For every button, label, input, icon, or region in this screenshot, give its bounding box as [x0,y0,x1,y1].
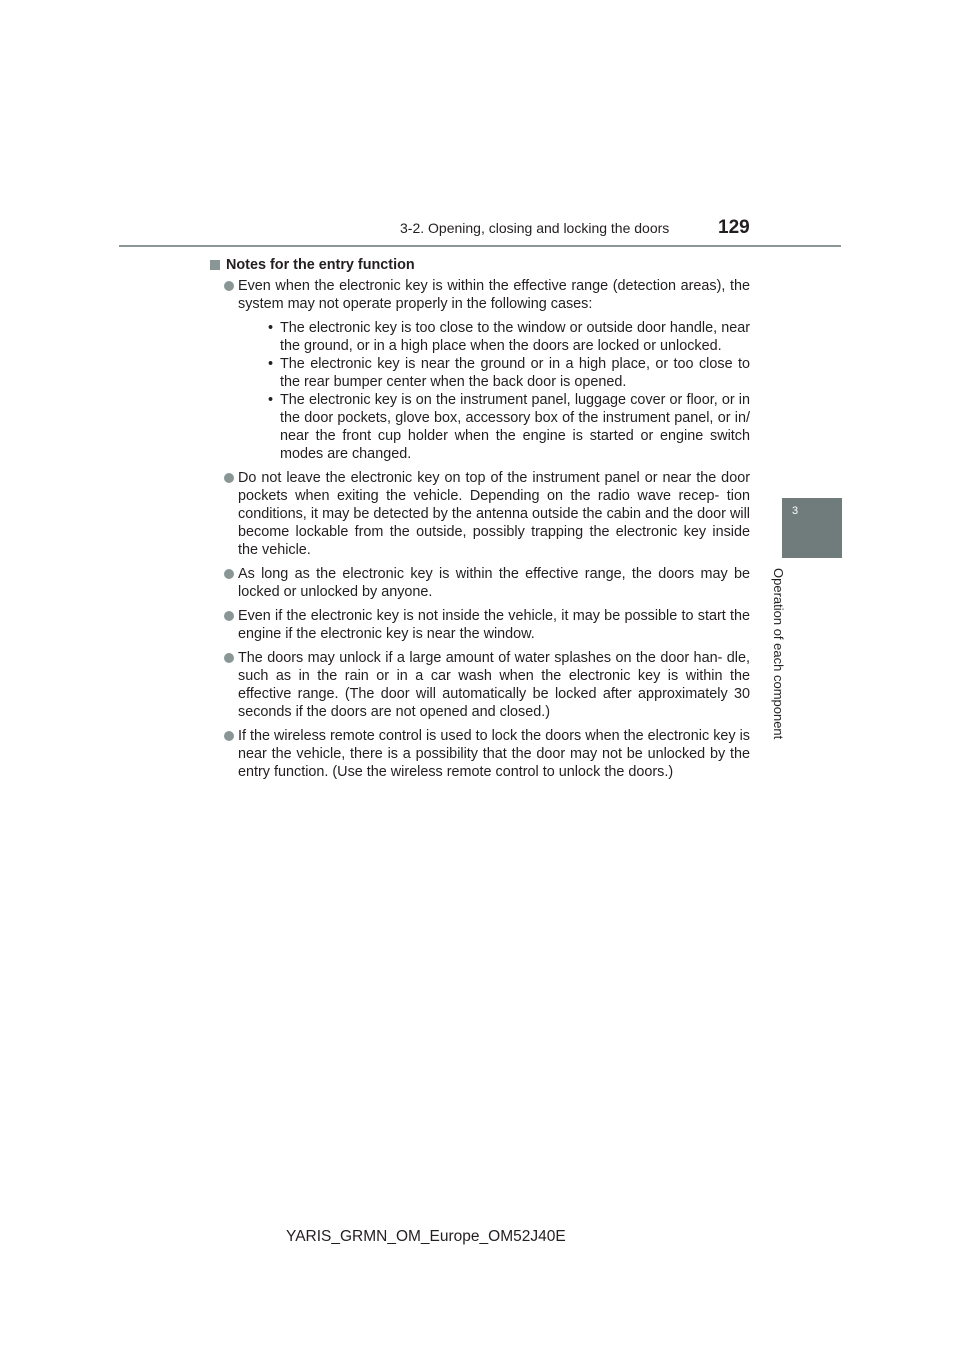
list-item-text: The doors may unlock if a large amount of water splashes on the door han- dle, such as in the rain or in a car wash when the electronic key is within the effective range. (The door will automatically be locked after approximately 30 seconds if the doors are not opened and closed.) [238,650,750,720]
circle-bullet-icon [224,653,234,663]
list-item [210,277,750,463]
chapter-tab-number: 3 [792,505,799,517]
circle-bullet-icon [224,473,234,483]
list-item-text: As long as the electronic key is within the effective range, the doors may be locked or unlocked by anyone. [238,566,750,600]
sublist-item [238,319,750,355]
sublist-item-text: The electronic key is on the instrument panel, luggage cover or floor, or in the door pockets, glove box, accessory box of the instrument panel, or in/ near the front cup holder when the engine is started or engine switch modes are changed. [280,392,750,462]
small-bullet-icon: • [268,392,274,408]
square-bullet-icon [210,260,220,270]
footer-document-code: YARIS_GRMN_OM_Europe_OM52J40E [286,1228,566,1245]
page-content [210,256,750,787]
circle-bullet-icon [224,611,234,621]
list-item [210,649,750,721]
small-bullet-icon: • [268,320,274,336]
list-item [210,607,750,643]
section-heading [210,256,750,274]
list-item-text: Even when the electronic key is within the effective range (detection areas), the system may not operate properly in the following cases: [238,278,750,312]
list-item-text: Even if the electronic key is not inside the vehicle, it may be possible to start the engine if the electronic key is near the window. [238,608,750,642]
small-bullet-icon: • [268,356,274,372]
page-number: 129 [718,217,750,238]
circle-bullet-icon [224,569,234,579]
list-item [210,727,750,781]
sublist-item [238,355,750,391]
circle-bullet-icon [224,281,234,291]
section-heading-text: Notes for the entry function [226,257,415,273]
list-item [210,469,750,559]
chapter-side-label-text: Operation of each component [771,568,786,740]
header-title: 3-2. Opening, closing and locking the doors [400,220,670,236]
sublist-item-text: The electronic key is near the ground or in a high place, or too close to the rear bumper center when the back door is opened. [280,356,750,390]
chapter-tab [782,498,842,558]
sublist-item [238,391,750,463]
sublist [238,319,750,463]
list-item-text: If the wireless remote control is used to lock the doors when the electronic key is near the vehicle, there is a possibility that the door may not be unlocked by the entry function. (Use the wireless remote control to unlock the doors.) [238,728,750,780]
sublist-item-text: The electronic key is too close to the window or outside door handle, near the ground, or in a high place when the doors are locked or unlocked. [280,320,750,354]
circle-bullet-icon [224,731,234,741]
list-item [210,565,750,601]
header-rule [119,245,841,247]
list-item-text: Do not leave the electronic key on top of the instrument panel or near the door pockets when exiting the vehicle. Depending on the radio wave recep- tion conditions, it may be detected by the antenna outside the cabin and the door will become lockable from the outside, possibly trapping the electronic key inside the vehicle. [238,470,750,558]
